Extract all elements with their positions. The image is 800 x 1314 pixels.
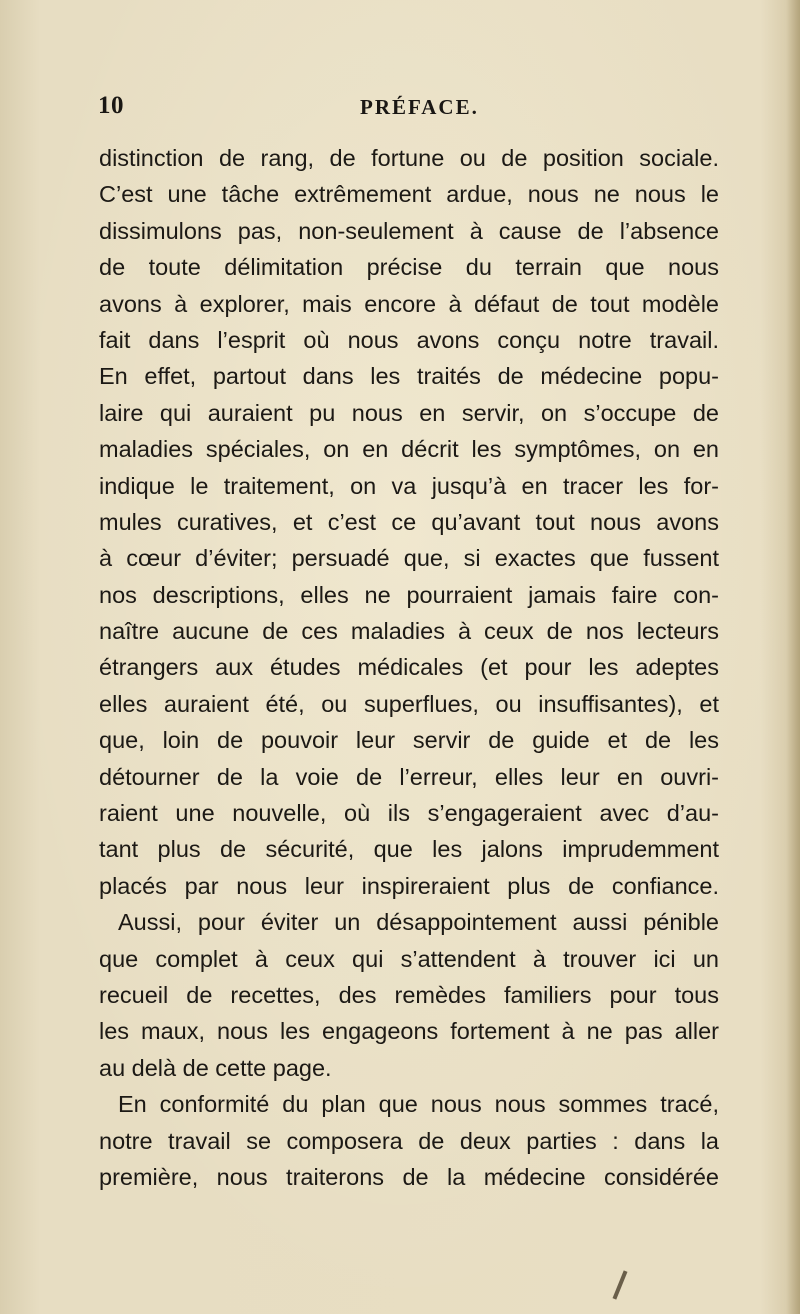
text-line: placés par nous leur inspireraient plus de confiance. (99, 872, 719, 899)
text-line: C’est une tâche extrêmement ardue, nous ne nous le (99, 181, 719, 208)
page-number: 10 (98, 92, 124, 119)
text-line: indique le traitement, on va jusqu’à en tracer les for- (99, 472, 719, 499)
text-line: notre travail se composera de deux parties : dans la (99, 1127, 719, 1154)
text-line: naître aucune de ces maladies à ceux de nos lecteurs (99, 618, 719, 645)
body-text (99, 140, 719, 1195)
text-line-paragraph-end: au delà de cette page. (99, 1054, 332, 1081)
text-line: fait dans l’esprit où nous avons conçu notre travail. (99, 326, 719, 353)
text-line: que complet à ceux qui s’attendent à trouver ici un (99, 945, 719, 972)
text-line: à cœur d’éviter; persuadé que, si exactes que fussent (99, 545, 719, 572)
text-line: tant plus de sécurité, que les jalons imprudemment (99, 836, 719, 863)
text-line: distinction de rang, de fortune ou de position sociale. (99, 145, 719, 171)
ink-mark (613, 1270, 628, 1299)
text-line: elles auraient été, ou superflues, ou insuffisantes), et (99, 690, 719, 717)
text-line: laire qui auraient pu nous en servir, on s’occupe de (99, 399, 719, 426)
text-line: mules curatives, et c’est ce qu’avant tout nous avons (99, 508, 719, 535)
text-line-paragraph-start: En conformité du plan que nous nous sommes tracé, (118, 1091, 719, 1118)
text-line: avons à explorer, mais encore à défaut de tout modèle (99, 290, 719, 317)
text-line: raient une nouvelle, où ils s’engageraient avec d’au- (99, 800, 719, 827)
text-line: étrangers aux études médicales (et pour les adeptes (99, 654, 719, 681)
text-line: maladies spéciales, on en décrit les symptômes, on en (99, 436, 719, 463)
page-edge-shadow (786, 0, 800, 1314)
page-header (98, 92, 718, 126)
text-line: nos descriptions, elles ne pourraient jamais faire con- (99, 581, 719, 608)
text-line-paragraph-start: Aussi, pour éviter un désappointement aussi pénible (118, 909, 719, 936)
text-line: En effet, partout dans les traités de médecine popu- (99, 363, 719, 390)
text-line: première, nous traiterons de la médecine considérée (99, 1163, 719, 1190)
text-line: de toute délimitation précise du terrain que nous (99, 254, 719, 281)
text-line: les maux, nous les engageons fortement à ne pas aller (99, 1018, 719, 1045)
text-line: que, loin de pouvoir leur servir de guide et de les (99, 727, 719, 754)
text-line: recueil de recettes, des remèdes familiers pour tous (99, 981, 719, 1008)
text-line: détourner de la voie de l’erreur, elles leur en ouvri- (99, 763, 719, 790)
running-title: PRÉFACE. (360, 95, 479, 119)
text-line: dissimulons pas, non-seulement à cause de l’absence (99, 217, 719, 244)
